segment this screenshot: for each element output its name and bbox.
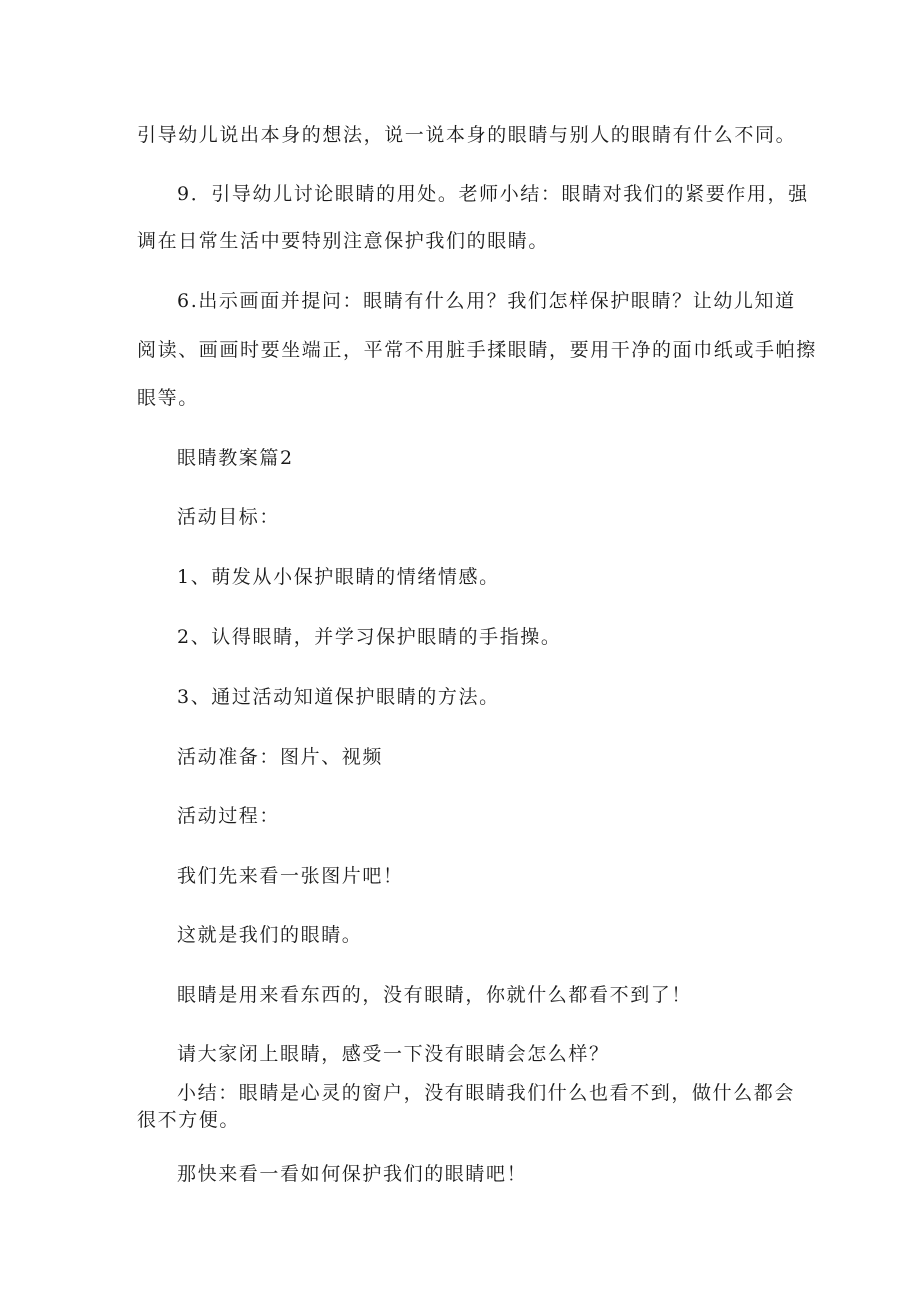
heading-process: 活动过程： bbox=[177, 805, 281, 827]
paragraph-text: 我们先来看一张图片吧！ bbox=[177, 865, 404, 887]
list-item: 3、通过活动知道保护眼睛的方法。 bbox=[177, 686, 500, 708]
paragraph-text: 6.出示画面并提问：眼睛有什么用？我们怎样保护眼睛？让幼儿知道 bbox=[177, 290, 796, 312]
paragraph-text: 9．引导幼儿讨论眼睛的用处。老师小结：眼睛对我们的紧要作用，强 bbox=[177, 183, 809, 205]
preparation-text: 活动准备：图片、视频 bbox=[177, 746, 384, 768]
paragraph-text: 引导幼儿说出本身的想法，说一说本身的眼睛与别人的眼睛有什么不同。 bbox=[137, 124, 797, 146]
paragraph-text: 请大家闭上眼睛，感受一下没有眼睛会怎么样？ bbox=[177, 1043, 610, 1065]
list-item: 2、认得眼睛，并学习保护眼睛的手指操。 bbox=[177, 626, 562, 648]
paragraph-text: 阅读、画画时要坐端正，平常不用脏手揉眼睛，要用干净的面巾纸或手帕擦 bbox=[137, 339, 817, 361]
paragraph-text: 眼睛是用来看东西的，没有眼睛，你就什么都看不到了！ bbox=[177, 984, 693, 1006]
paragraph-text: 眼等。 bbox=[137, 387, 199, 409]
list-item: 1、萌发从小保护眼睛的情绪情感。 bbox=[177, 566, 500, 588]
section-title: 眼睛教案篇2 bbox=[177, 447, 294, 469]
paragraph-text: 这就是我们的眼睛。 bbox=[177, 924, 363, 946]
summary-text: 小结：眼睛是心灵的窗户，没有眼睛我们什么也看不到，做什么都会 bbox=[177, 1082, 796, 1104]
paragraph-text: 那快来看一看如何保护我们的眼睛吧！ bbox=[177, 1163, 528, 1185]
summary-text: 很不方便。 bbox=[137, 1109, 241, 1131]
paragraph-text: 调在日常生活中要特别注意保护我们的眼睛。 bbox=[137, 230, 550, 252]
heading-goals: 活动目标： bbox=[177, 506, 281, 528]
